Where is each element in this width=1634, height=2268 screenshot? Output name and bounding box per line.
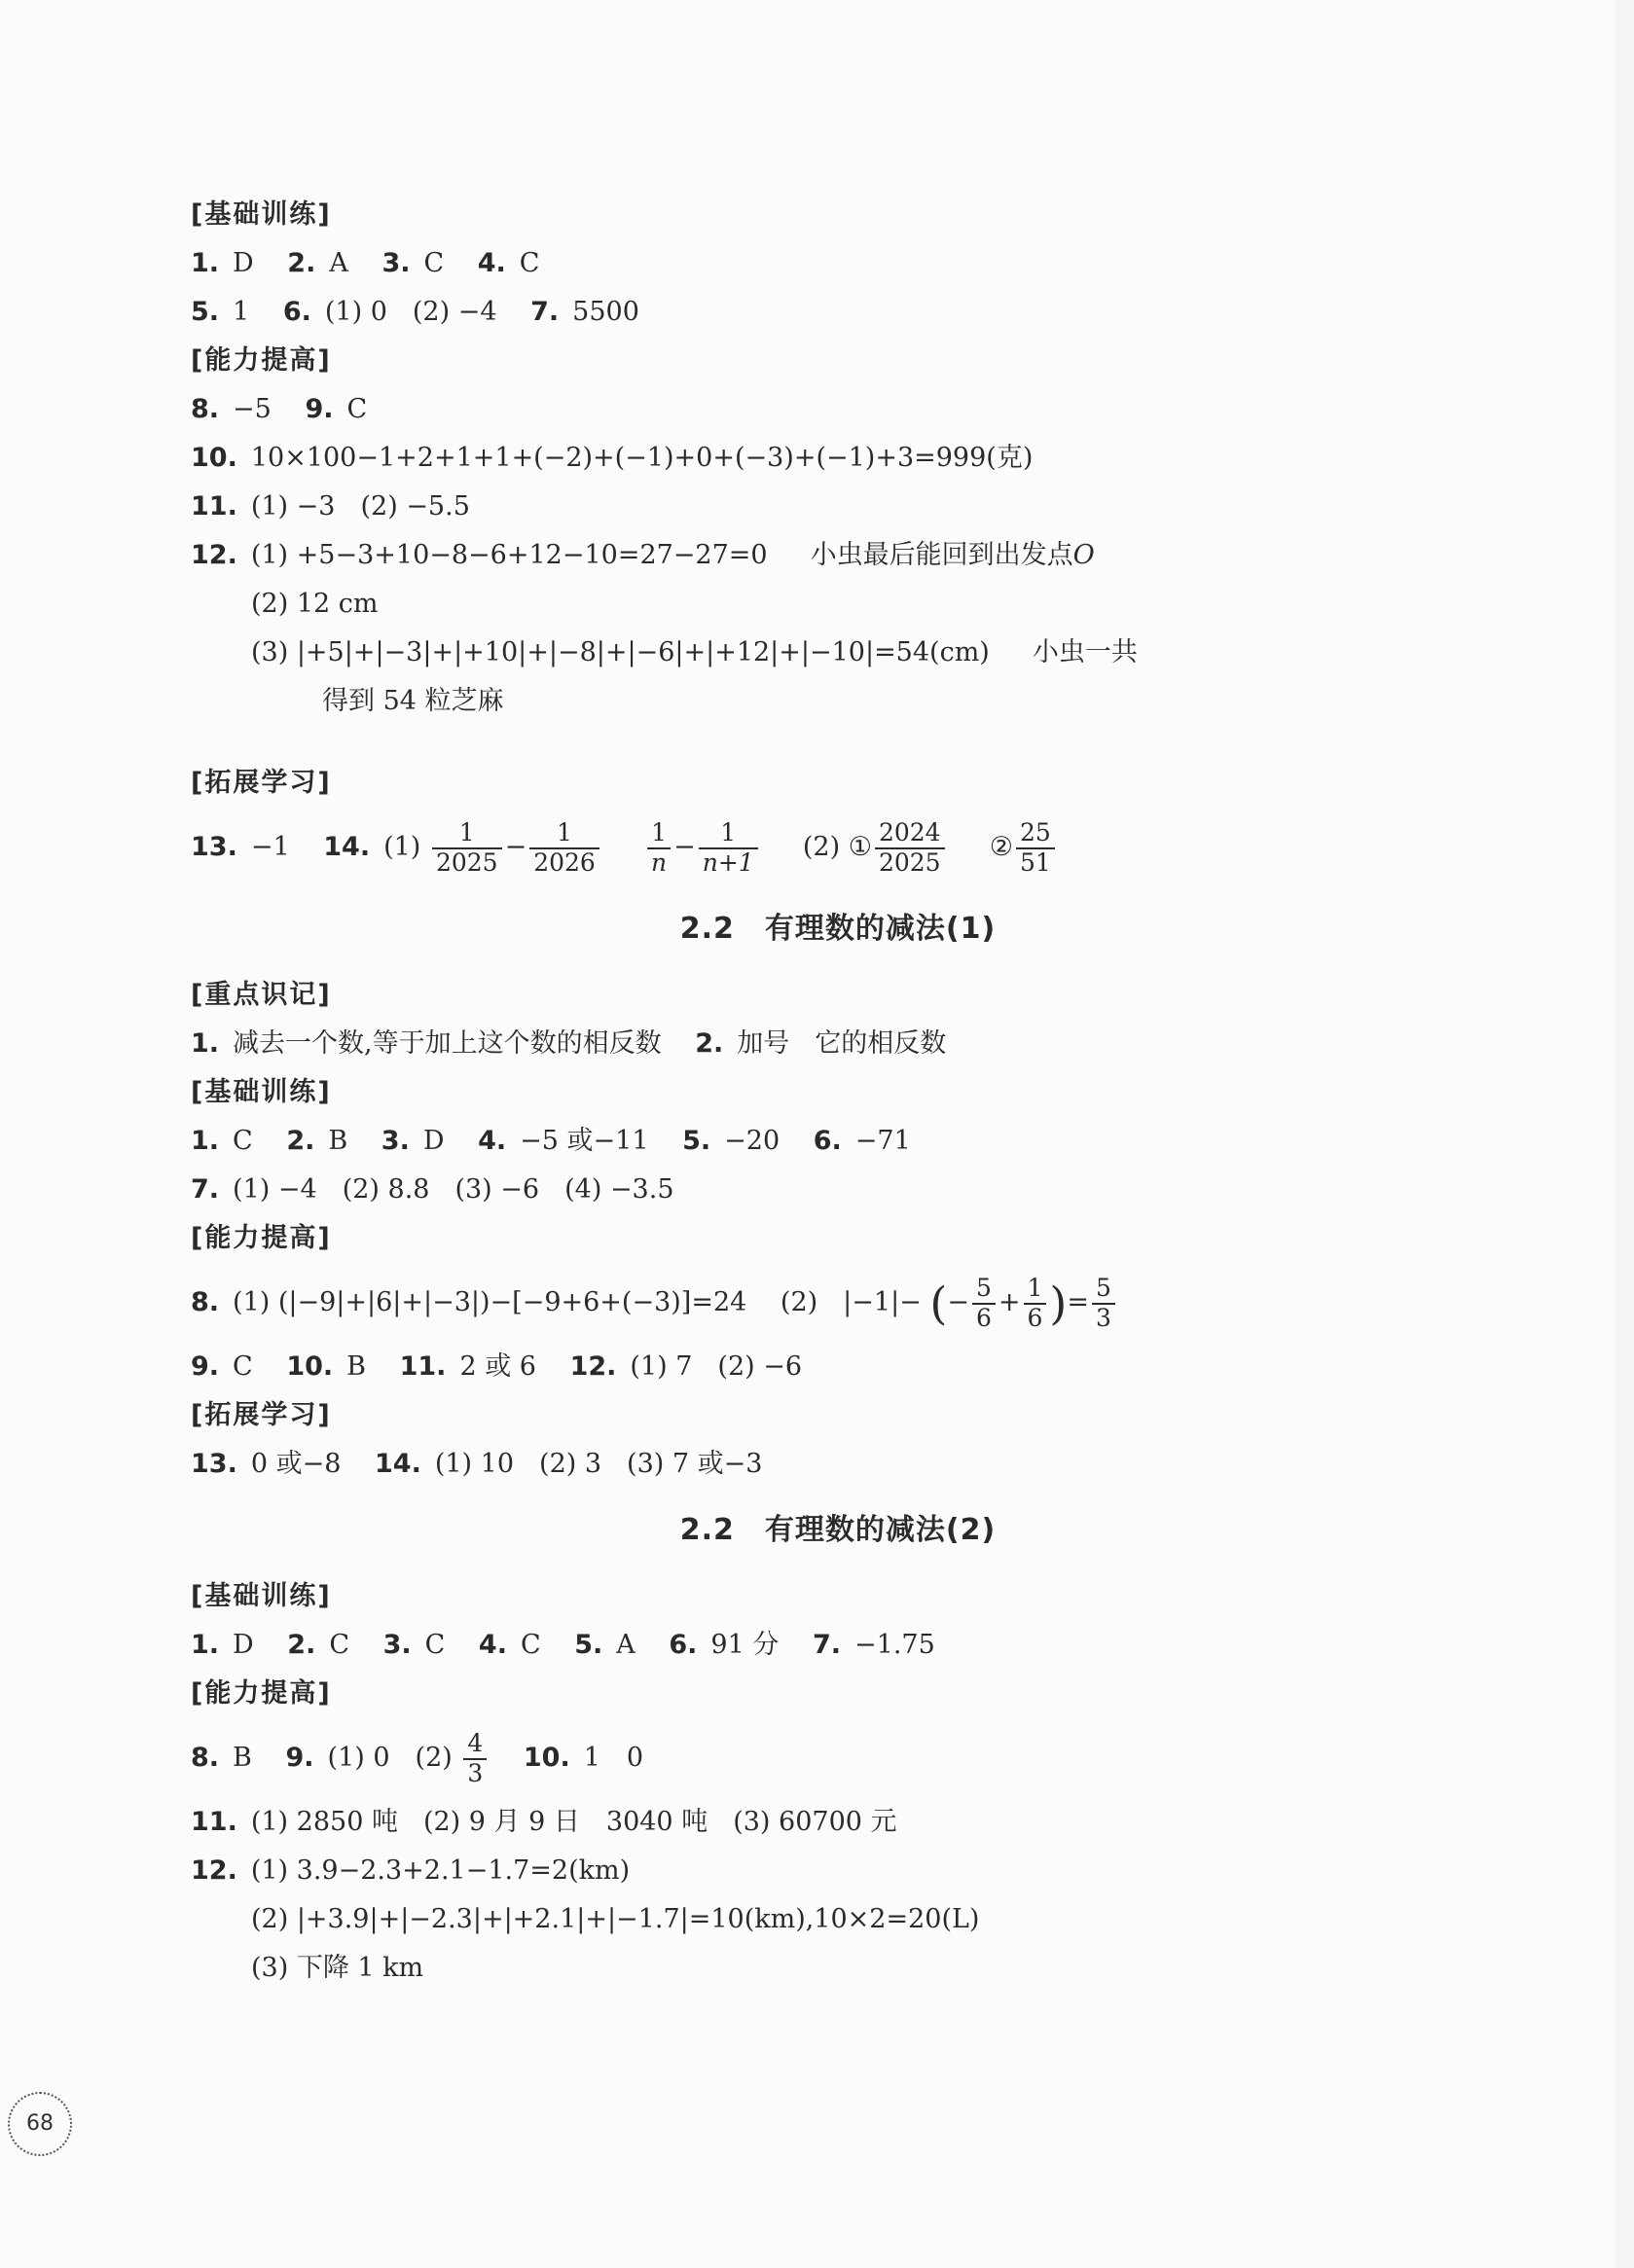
answer-line (191, 288, 1485, 337)
answer-line (191, 531, 1485, 580)
answer: 减去一个数,等于加上这个数的相反数 (233, 1028, 662, 1059)
answer: C (233, 1351, 253, 1382)
answer-line (191, 385, 1485, 434)
section-heading: [拓展学习] (191, 768, 332, 798)
section-heading: [基础训练] (191, 199, 332, 230)
answer: (3) 7 或−3 (627, 1449, 763, 1479)
answer: (1) 0 (327, 1743, 390, 1773)
fraction: $\frac{1}{2026}$ (529, 819, 599, 878)
answer: B (328, 1126, 348, 1156)
answer: 5500 (572, 297, 639, 327)
question-number: 9. (191, 1351, 220, 1382)
question-number: 4. (477, 248, 506, 278)
answer: (3) −6 (454, 1174, 540, 1205)
answer-line (191, 1440, 1485, 1489)
answer: 小虫一共 (1032, 637, 1138, 667)
page-content (191, 191, 1485, 1993)
question-number: 1. (191, 1126, 220, 1156)
answer: 10×100−1+2+1+1+(−2)+(−1)+0+(−3)+(−1)+3=999(克) (250, 443, 1034, 473)
answer: 1 0 (583, 1743, 644, 1773)
answer: −5 或−11 (520, 1126, 649, 1156)
section-title: 2.2 有理数的减法(1) (679, 912, 997, 946)
answer: (2) 8.8 (342, 1174, 430, 1205)
question-number: 3. (381, 1126, 410, 1156)
answer: (1) +5−3+10−8−6+12−10=27−27=0 (250, 540, 768, 570)
answer: 加号 (737, 1028, 790, 1059)
answer: 1 (233, 297, 250, 327)
answer: (1) 2850 吨 (250, 1807, 398, 1837)
question-number: 2. (287, 1630, 316, 1660)
answer-line: (3) 下降 1 km (251, 1953, 424, 1983)
question-number: 4. (478, 1630, 507, 1660)
question-number: 10. (191, 443, 237, 473)
question-number: 11. (191, 1807, 237, 1837)
answer-line: 8. (1) (|−9|+|6|+|−3|)−[−9+6+(−3)]=24 (2) |−1|− (− $\frac{5}{6}$ + $\frac{1}{6}$ )= $\frac{5}{3}$ (191, 1263, 1485, 1343)
answer: 0 或−8 (250, 1449, 342, 1479)
question-number: 6. (669, 1630, 698, 1660)
answer: (1) (|−9|+|6|+|−3|)−[−9+6+(−3)]=24 (233, 1287, 747, 1317)
section-heading: [能力提高] (191, 1678, 332, 1709)
question-number: 5. (574, 1630, 603, 1660)
answer: C (519, 248, 540, 278)
answer-line (191, 1166, 1485, 1214)
answer: C (329, 1630, 350, 1660)
question-number: 6. (282, 297, 311, 327)
answer: (1) −3 (250, 491, 336, 522)
question-number: 10. (523, 1743, 570, 1773)
answer: −20 (724, 1126, 781, 1156)
answer: (2) (415, 1743, 453, 1773)
answer: (1) 10 (434, 1449, 515, 1479)
answer-line (191, 1798, 1485, 1847)
question-number: 3. (382, 1630, 412, 1660)
answer: 2 或 6 (459, 1351, 536, 1382)
question-number: 12. (191, 1855, 237, 1886)
answer: C (346, 394, 368, 424)
question-number: 7. (191, 1174, 220, 1205)
answer-line: (2) 12 cm (251, 589, 379, 619)
answer: (2) 9 月 9 日 3040 吨 (422, 1807, 708, 1837)
answer: O (1072, 540, 1095, 570)
question-number: 14. (375, 1449, 421, 1479)
question-number: 10. (286, 1351, 334, 1382)
question-number: 13. (191, 832, 237, 862)
question-number: 2. (695, 1028, 724, 1059)
question-number: 2. (286, 1126, 315, 1156)
answer-line (191, 1621, 1485, 1670)
answer: (1) 3.9−2.3+2.1−1.7=2(km) (250, 1855, 631, 1886)
answer: (2) (780, 1287, 818, 1317)
fraction: $\frac{1}{2025}$ (432, 819, 502, 878)
question-number: 1. (191, 248, 220, 278)
question-number: 5. (191, 297, 220, 327)
answer-line: 13. −1 14. (1) $\frac{1}{2025}$ − $\frac{1}{2026}$ $\frac{1}{n}$ − $\frac{1}{n+1}$ (2) ① $\frac{2024}{2025}$ ② $\frac{25}{51}$ (191, 808, 1485, 887)
question-number: 2. (287, 248, 316, 278)
question-number: 12. (191, 540, 237, 570)
fraction: $\frac{1}{6}$ (1024, 1275, 1047, 1333)
answer: D (233, 248, 254, 278)
answer: −1 (250, 832, 290, 862)
question-number: 11. (399, 1351, 447, 1382)
question-number: 14. (323, 832, 371, 862)
answer: (4) −3.5 (564, 1174, 674, 1205)
fraction: $\frac{5}{6}$ (972, 1275, 996, 1333)
fraction: $\frac{5}{3}$ (1092, 1275, 1115, 1333)
answer: (3) 60700 元 (733, 1807, 897, 1837)
question-number: 12. (569, 1351, 617, 1382)
fraction: $\frac{2024}{2025}$ (875, 819, 945, 878)
answer: B (346, 1351, 366, 1382)
question-number: 9. (285, 1743, 314, 1773)
section-heading: [基础训练] (191, 1581, 332, 1611)
answer-line (191, 1847, 1485, 1895)
answer: (1) 0 (324, 297, 387, 327)
page-number: 68 (8, 2092, 72, 2156)
section-heading: [能力提高] (191, 1223, 332, 1253)
section-heading: [拓展学习] (191, 1400, 332, 1430)
question-number: 7. (530, 297, 560, 327)
question-number: 8. (191, 1287, 220, 1317)
answer: (1) (383, 832, 421, 862)
fraction: $\frac{1}{n}$ (647, 819, 671, 878)
answer: A (616, 1630, 635, 1660)
question-number: 9. (305, 394, 334, 424)
answer: 小虫最后能回到出发点 (810, 540, 1073, 570)
answer: D (233, 1630, 254, 1660)
answer: −71 (854, 1126, 911, 1156)
question-number: 7. (812, 1630, 842, 1660)
section-title: 2.2 有理数的减法(2) (679, 1513, 997, 1547)
answer: (1) −4 (233, 1174, 317, 1205)
answer: D (422, 1126, 445, 1156)
section-heading: [能力提高] (191, 345, 332, 376)
question-number: 8. (191, 394, 220, 424)
section-heading: [基础训练] (191, 1077, 332, 1107)
answer: (2) −4 (412, 297, 497, 327)
answer: (2) −5.5 (360, 491, 470, 522)
answer: (2) ① (802, 832, 872, 862)
answer-line (191, 239, 1485, 288)
answer: C (233, 1126, 253, 1156)
question-number: 6. (813, 1126, 842, 1156)
answer: (2) −6 (717, 1351, 803, 1382)
answer: (2) 3 (539, 1449, 602, 1479)
question-number: 8. (191, 1743, 220, 1773)
answer: 91 分 (710, 1630, 780, 1660)
answer: ② (989, 832, 1013, 862)
section-heading: [重点识记] (191, 980, 332, 1010)
question-number: 4. (478, 1126, 507, 1156)
answer: (1) 7 (630, 1351, 693, 1382)
answer: 它的相反数 (815, 1028, 947, 1059)
answer-line (191, 1343, 1485, 1391)
question-number: 1. (191, 1630, 220, 1660)
answer: A (329, 248, 348, 278)
question-number: 1. (191, 1028, 220, 1059)
answer-line (191, 629, 1485, 677)
question-number: 3. (381, 248, 411, 278)
question-number: 13. (191, 1449, 237, 1479)
answer-line (191, 1020, 1485, 1068)
answer: B (233, 1743, 252, 1773)
question-number: 5. (682, 1126, 711, 1156)
answer: |−1|− (843, 1287, 922, 1317)
fraction: $\frac{1}{n+1}$ (699, 819, 758, 878)
fraction: $\frac{4}{3}$ (463, 1730, 487, 1788)
answer: −5 (233, 394, 272, 424)
answer: (3) |+5|+|−3|+|+10|+|−8|+|−6|+|+12|+|−10|=54(cm) (251, 637, 990, 667)
answer: C (424, 1630, 446, 1660)
answer: C (423, 248, 445, 278)
answer-line: (2) |+3.9|+|−2.3|+|+2.1|+|−1.7|=10(km),10×2=20(L) (251, 1904, 980, 1934)
answer-line (191, 434, 1485, 483)
answer: C (520, 1630, 541, 1660)
answer-line (191, 483, 1485, 531)
answer-line (191, 1117, 1485, 1166)
question-number: 11. (191, 491, 237, 522)
fraction: $\frac{25}{51}$ (1016, 819, 1055, 878)
answer-line: 得到 54 粒芝麻 (322, 686, 504, 716)
answer-line (191, 1718, 1485, 1798)
answer: −1.75 (854, 1630, 935, 1660)
